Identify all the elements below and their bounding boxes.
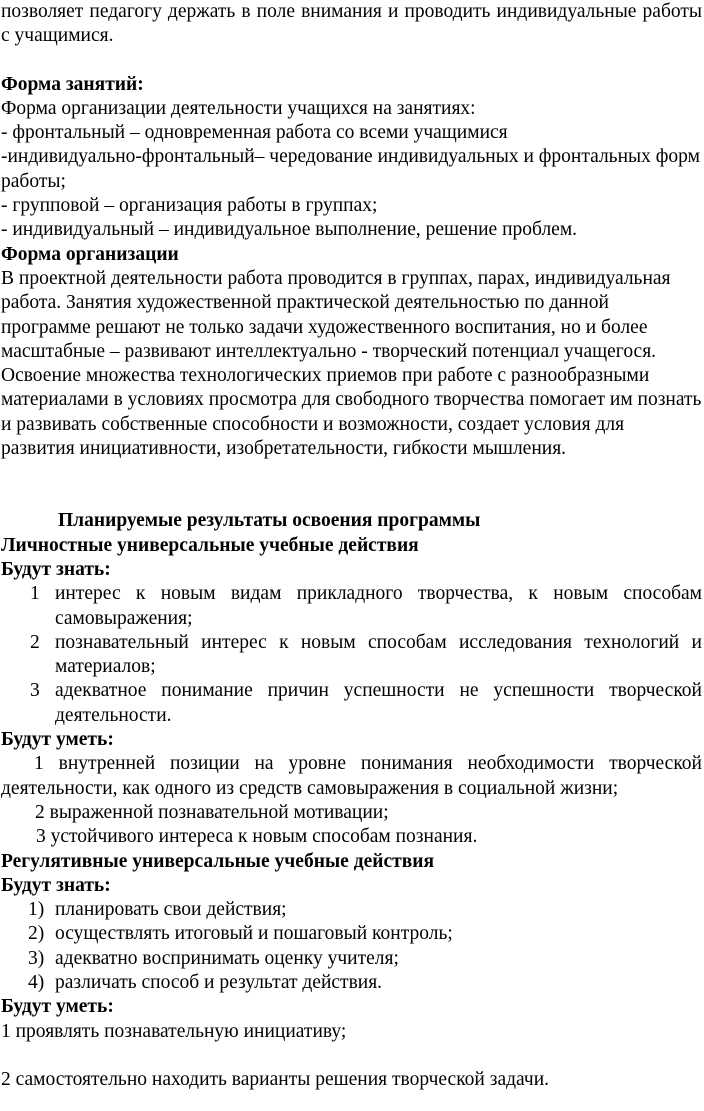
personal-know-label: Будут знать:: [1, 558, 111, 580]
list-item-text: планировать свои действия;: [55, 899, 287, 921]
forma-item-ind-frontal: -индивидуально-фронтальный– чередование индивидуальных и фронтальных форм работы;: [1, 146, 700, 192]
forma-organizatsii-text: В проектной деятельности работа проводится в группах, парах, индивидуальная работа. Занятия художественной практической деятельностью по данной программе решают не только задачи художественного воспитания, но и более масштабные – развивают интеллектуально - творческий потенциал учащегося. Освоение множества технологических приемов при работе с разнообразными материалами в условиях просмотра для свободного творчества помогает им познать и развивать собственные способности и возможности, создает условия для развития инициативности, изобретательности, гибкости мышления.: [1, 267, 702, 460]
list-item-number: 2): [28, 923, 45, 945]
list-item: [1, 947, 702, 971]
list-item-text: различать способ и результат действия.: [55, 971, 383, 993]
results-heading: Планируемые результаты освоения программы: [58, 510, 481, 532]
list-item-text: адекватно воспринимать оценку учителя;: [55, 947, 399, 969]
list-item-number: 1: [30, 583, 40, 605]
personal-can-item-1: 1 внутренней позиции на уровне понимания необходимости творческой деятельности, как одного из средств самовыражения в социальной жизни;: [1, 753, 702, 799]
forma-organizatsii-heading: Форма организации: [1, 243, 179, 265]
forma-zanyatiy-heading: Форма занятий:: [1, 73, 144, 95]
personal-can-item-2: 2 выраженной познавательной мотивации;: [35, 801, 389, 823]
personal-can-item-3: 3 устойчивого интереса к новым способам познания.: [36, 826, 478, 848]
forma-item-group: - групповой – организация работы в группах;: [1, 195, 378, 217]
personal-uud-heading: Личностные универсальные учебные действия: [1, 534, 419, 556]
regulative-can-item-1: 1 проявлять познавательную инициативу;: [1, 1020, 347, 1042]
forma-item-individual: - индивидуальный – индивидуальное выполнение, решение проблем.: [1, 219, 578, 241]
list-item-text: познавательный интерес к новым способам исследования технологий и материалов;: [55, 631, 702, 678]
regulative-can-label: Будут уметь:: [1, 996, 114, 1018]
list-item-number: 4): [28, 971, 45, 993]
list-item: [1, 971, 702, 995]
regulative-uud-heading: Регулятивные универсальные учебные действия: [1, 850, 435, 872]
intro-paragraph: позволяет педагогу держать в поле внимания и проводить индивидуальные работы с учащимися.: [1, 1, 702, 47]
list-item-number: 3): [28, 947, 45, 969]
list-item-text: осуществлять итоговый и пошаговый контроль;: [55, 923, 453, 945]
document-page: [1, 0, 702, 1092]
regulative-can-item-2: 2 самостоятельно находить варианты решения творческой задачи.: [1, 1068, 550, 1090]
regulative-know-label: Будут знать:: [1, 874, 111, 896]
list-item: [1, 679, 702, 728]
list-item-number: 3: [30, 680, 40, 702]
personal-can-label: Будут уметь:: [1, 729, 114, 751]
list-item: [1, 582, 702, 631]
list-item-number: 2: [30, 631, 40, 653]
list-item-number: 1): [28, 899, 45, 921]
forma-item-frontal: - фронтальный – одновременная работа со всеми учащимися: [1, 122, 508, 144]
list-item: [1, 631, 702, 680]
list-item: [1, 922, 702, 946]
list-item-text: интерес к новым видам прикладного творчества, к новым способам самовыражения;: [55, 583, 702, 629]
list-item: [1, 898, 702, 922]
list-item-text: адекватное понимание причин успешности не успешности творческой деятельности.: [55, 680, 702, 726]
forma-zanyatiy-lead: Форма организации деятельности учащихся на занятиях:: [1, 97, 476, 119]
